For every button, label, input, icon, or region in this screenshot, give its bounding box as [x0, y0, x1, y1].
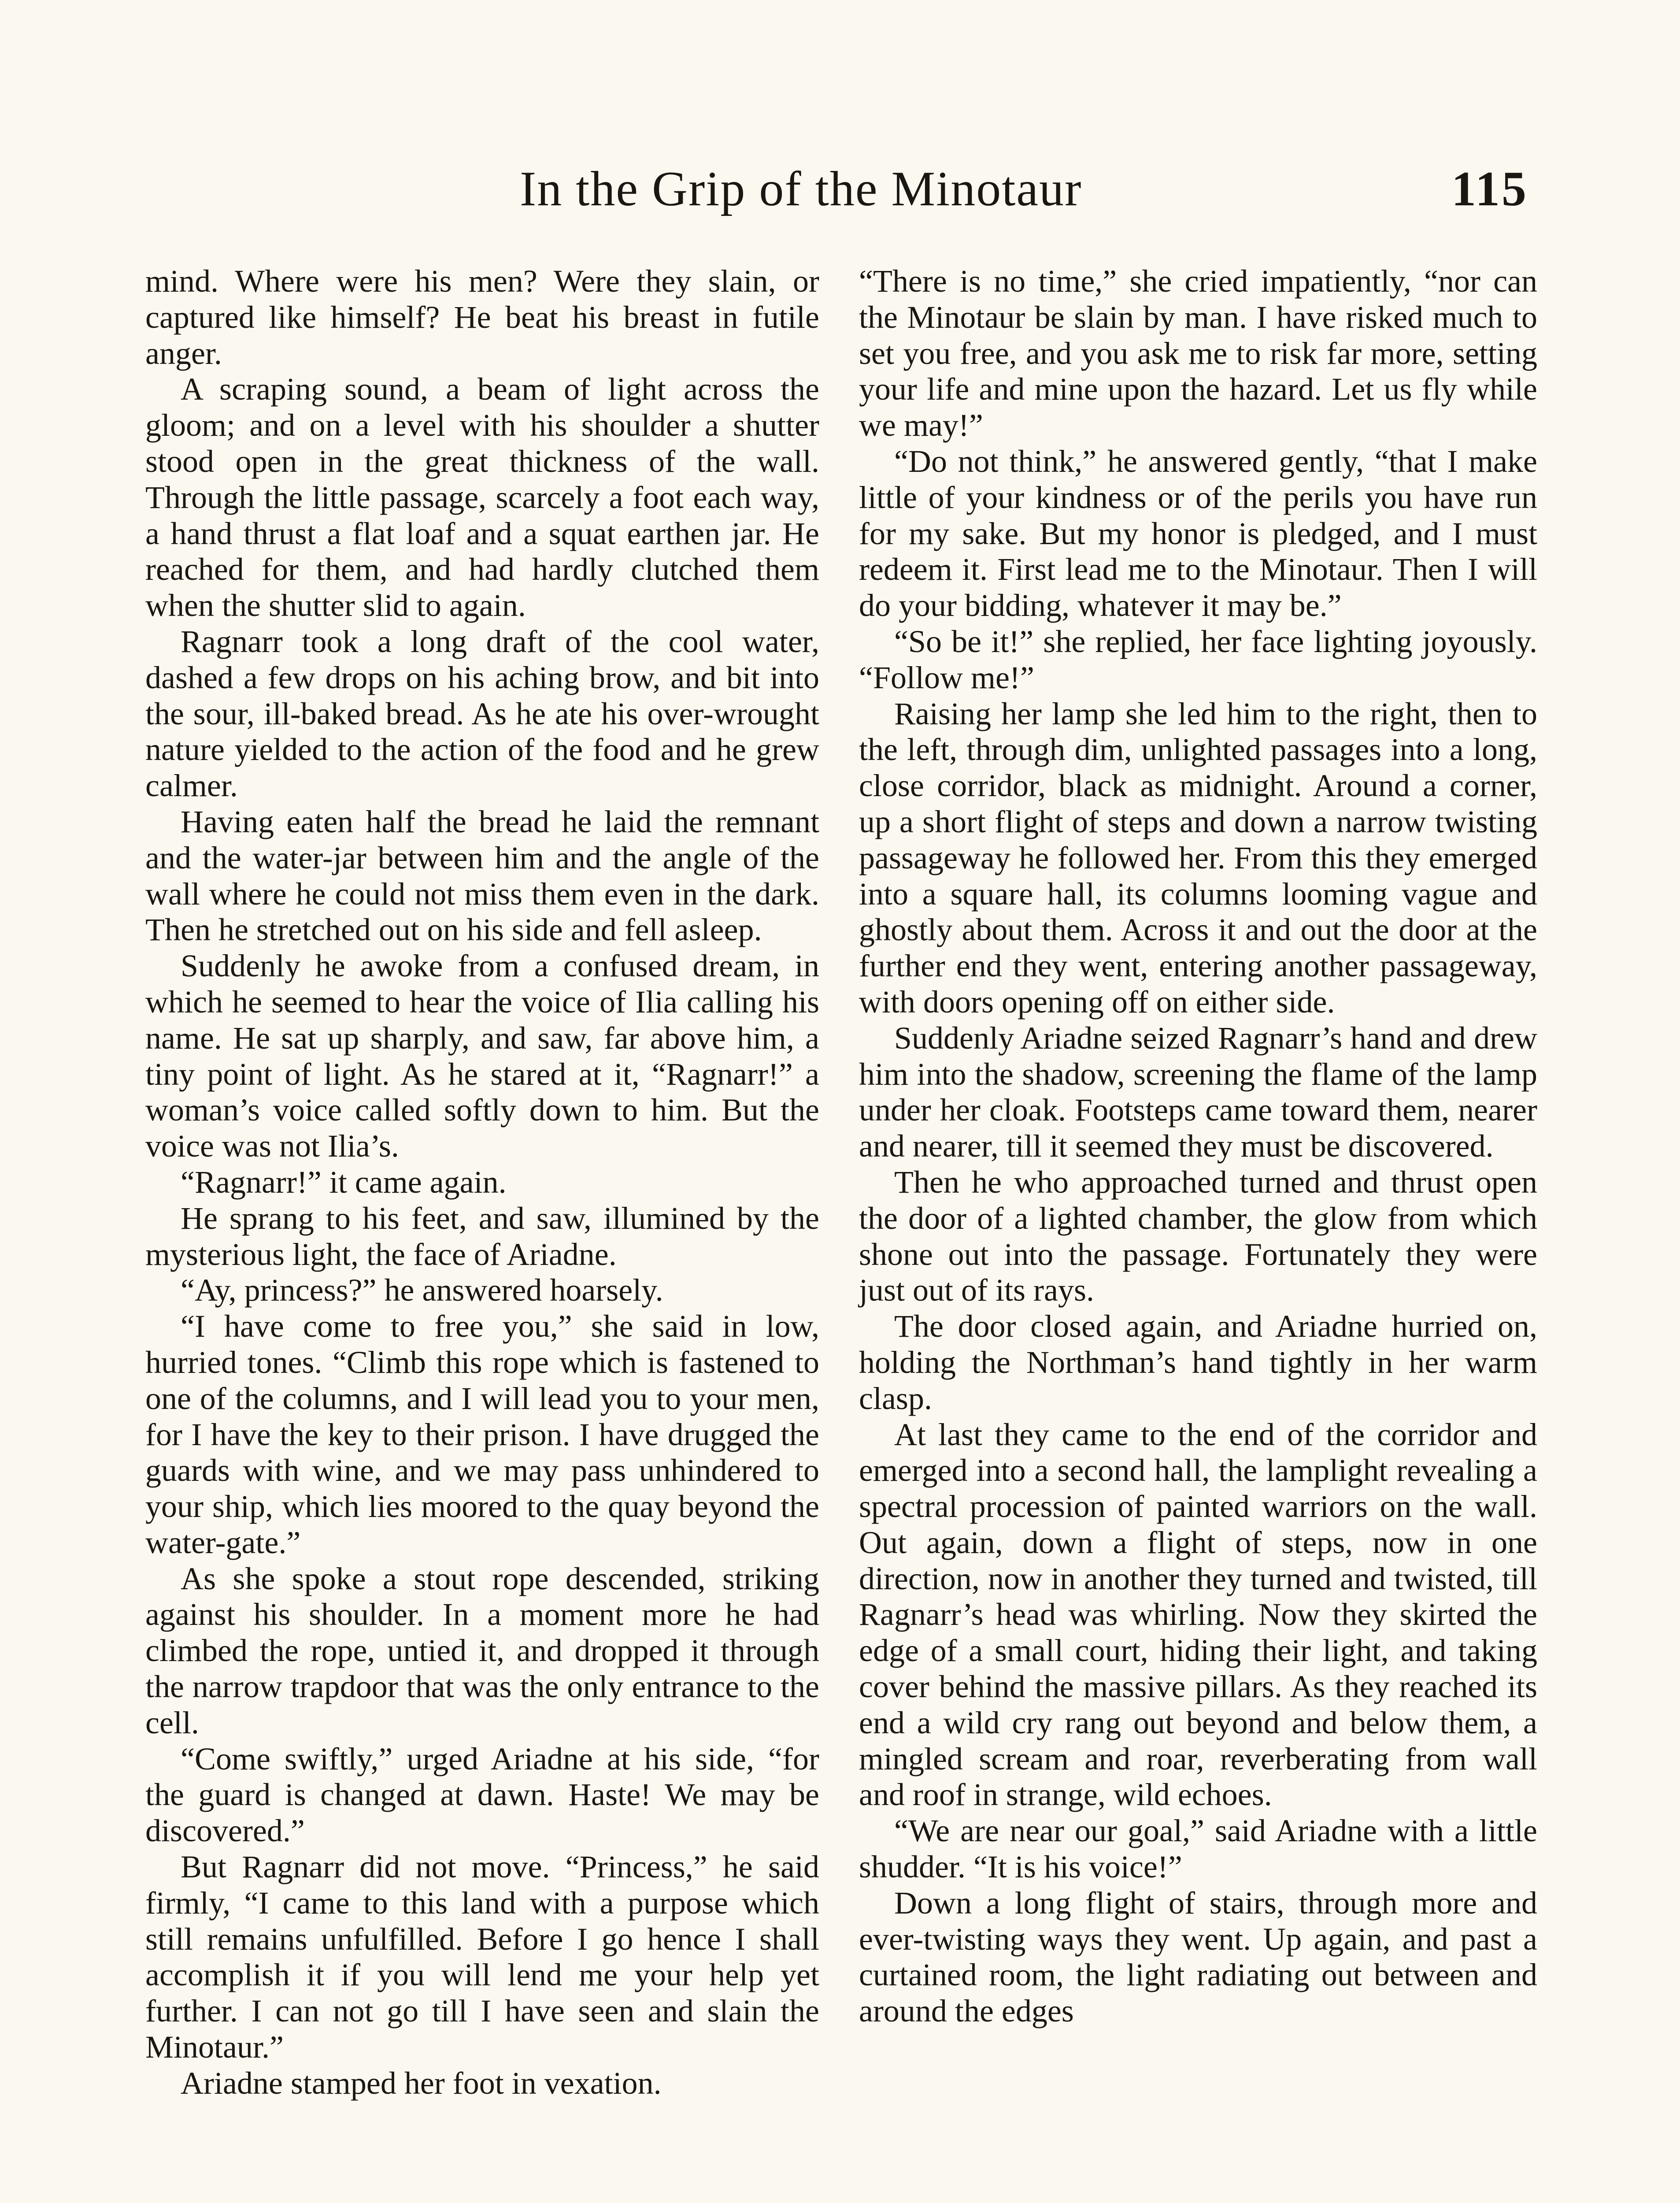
paragraph: Down a long flight of stairs, through more and ever-twisting ways they went. Up again, and past a curtained room, the light radiating out between and around the edges: [859, 1885, 1537, 2029]
right-column: [859, 263, 1537, 2029]
paragraph: Then he who approached turned and thrust open the door of a lighted chamber, the glow from which shone out into the passage. Fortunately they were just out of its rays.: [859, 1164, 1537, 1308]
paragraph: “Come swiftly,” urged Ariadne at his side, “for the guard is changed at dawn. Haste! We may be discovered.”: [145, 1741, 819, 1849]
paragraph: Having eaten half the bread he laid the remnant and the water-jar between him and the angle of the wall where he could not miss them even in the dark. Then he stretched out on his side and fell asleep.: [145, 804, 819, 948]
paragraph: “We are near our goal,” said Ariadne with a little shudder. “It is his voice!”: [859, 1813, 1537, 1885]
paragraph: A scraping sound, a beam of light across the gloom; and on a level with his shoulder a shutter stood open in the great thickness of the wall. Through the little passage, scarcely a foot each way, a hand thrust a flat loaf and a squat earthen jar. He reached for them, and had hardly clutched them when the shutter slid to again.: [145, 371, 819, 623]
paragraph: mind. Where were his men? Were they slain, or captured like himself? He beat his breast in futile anger.: [145, 263, 819, 371]
paragraph: Suddenly he awoke from a confused dream, in which he seemed to hear the voice of Ilia calling his name. He sat up sharply, and saw, far above him, a tiny point of light. As he stared at it, “Ragnarr!” a woman’s voice called softly down to him. But the voice was not Ilia’s.: [145, 948, 819, 1164]
paragraph: “There is no time,” she cried impatiently, “nor can the Minotaur be slain by man. I have risked much to set you free, and you ask me to risk far more, setting your life and mine upon the hazard. Let us fly while we may!”: [859, 263, 1537, 443]
paragraph: But Ragnarr did not move. “Princess,” he said firmly, “I came to this land with a purpose which still remains unfulfilled. Before I go hence I shall accomplish it if you will lend me your help yet further. I can not go till I have seen and slain the Minotaur.”: [145, 1849, 819, 2065]
paragraph: Suddenly Ariadne seized Ragnarr’s hand and drew him into the shadow, screening the flame of the lamp under her cloak. Footsteps came toward them, nearer and nearer, till it seemed they must be discovered.: [859, 1020, 1537, 1164]
paragraph: Ragnarr took a long draft of the cool water, dashed a few drops on his aching brow, and bit into the sour, ill-baked bread. As he ate his over-wrought nature yielded to the action of the food and he grew calmer.: [145, 623, 819, 804]
left-column: [145, 263, 819, 2102]
paragraph: As she spoke a stout rope descended, striking against his shoulder. In a moment more he had climbed the rope, untied it, and dropped it through the narrow trapdoor that was the only entrance to the cell.: [145, 1561, 819, 1740]
running-head: [0, 161, 1680, 231]
paragraph: The door closed again, and Ariadne hurried on, holding the Northman’s hand tightly in her warm clasp.: [859, 1309, 1537, 1416]
paragraph: Ariadne stamped her foot in vexation.: [181, 2065, 662, 2101]
paragraph: At last they came to the end of the corridor and emerged into a second hall, the lamplight revealing a spectral procession of painted warriors on the wall. Out again, down a flight of steps, now in one direction, now in another they turned and twisted, till Ragnarr’s head was whirling. Now they skirted the edge of a small court, hiding their light, and taking cover behind the massive pillars. As they reached its end a wild cry rang out beyond and below them, a mingled scream and roar, reverberating from wall and roof in strange, wild echoes.: [859, 1417, 1537, 1813]
paragraph: “Ay, princess?” he answered hoarsely.: [181, 1272, 663, 1308]
paragraph: Raising her lamp she led him to the right, then to the left, through dim, unlighted passages into a long, close corridor, black as midnight. Around a corner, up a short flight of steps and down a narrow twisting passageway he followed her. From this they emerged into a square hall, its columns looming vague and ghostly about them. Across it and out the door at the further end they went, entering another passageway, with doors opening off on either side.: [859, 696, 1537, 1020]
paragraph: “Ragnarr!” it came again.: [181, 1164, 507, 1200]
running-title: In the Grip of the Minotaur: [520, 162, 1082, 216]
paragraph: “So be it!” she replied, her face lighting joyously. “Follow me!”: [859, 623, 1537, 695]
paragraph: “Do not think,” he answered gently, “that I make little of your kindness or of the perils you have run for my sake. But my honor is pledged, and I must redeem it. First lead me to the Minotaur. Then I will do your bidding, whatever it may be.”: [859, 443, 1537, 623]
paragraph: He sprang to his feet, and saw, illumined by the mysterious light, the face of Ariadne.: [145, 1200, 819, 1272]
page-number: 115: [1451, 162, 1528, 216]
paragraph: “I have come to free you,” she said in low, hurried tones. “Climb this rope which is fastened to one of the columns, and I will lead you to your men, for I have the key to their prison. I have drugged the guards with wine, and we may pass unhindered to your ship, which lies moored to the quay beyond the water-gate.”: [145, 1309, 819, 1560]
